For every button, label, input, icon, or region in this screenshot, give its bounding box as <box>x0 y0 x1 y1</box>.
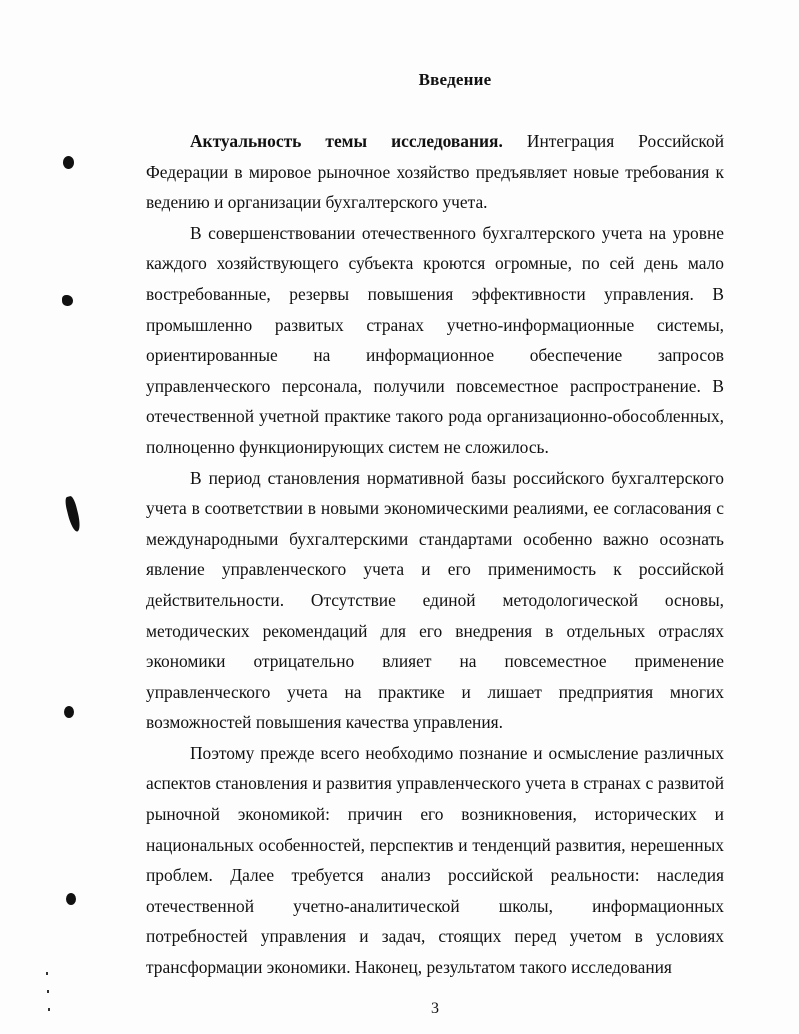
paragraph: В совершенствовании отечественного бухгалтерского учета на уровне каждого хозяйствующего субъекта кроются огромные, по сей день мало востребованные, резервы повышения эффективности управления. В промышленно развитых странах учетно-информационные системы, ориентированные на информационное обеспечение запросов управленческого персонала, получили повсеместное распространение. В отечественной учетной практике такого рода организационно-обособленных, полноценно функционирующих систем не сложилось. <box>146 222 724 457</box>
paragraph: Поэтому прежде всего необходимо познание и осмысление различных аспектов становления и развития управленческого учета в странах с развитой рыночной экономикой: причин его возникновения, исторических и национальных особенностей, перспектив и тенденций развития, нерешенных проблем. Далее требуется анализ российской реальности: наследия отечественной учетно-аналитической школы, информационных потребностей управления и задач, стоящих перед учетом в условиях трансформации экономики. Наконец, результатом такого исследования <box>146 742 724 978</box>
paragraph-text: Интеграция Российской Федерации в мировое рыночное хозяйство предъявляет новые требования к ведению и организации бухгалтерского учета. <box>146 131 725 213</box>
scan-speck <box>47 990 49 993</box>
binding-hole-mark <box>64 706 74 718</box>
binding-hole-mark <box>63 156 74 169</box>
binding-hole-mark <box>62 295 73 306</box>
paragraph <box>146 126 724 218</box>
page-title: Введение <box>418 70 492 89</box>
binding-hole-mark <box>64 495 82 532</box>
page-number: 3 <box>431 1000 439 1017</box>
lead-heading: Актуальность темы исследования. <box>190 131 503 151</box>
scan-speck <box>46 972 48 975</box>
paragraph: В период становления нормативной базы российского бухгалтерского учета в соответствии в новыми экономическими реалиями, ее согласования с международными бухгалтерскими стандартами особенно важно осознать явление управленческого учета и его применимость к российской действительности. Отсутствие единой методологической основы, методических рекомендаций для его внедрения в отдельных отраслях экономики отрицательно влияет на повсеместное применение управленческого учета на практике и лишает предприятия многих возможностей повышения качества управления. <box>146 467 724 733</box>
binding-hole-mark <box>66 893 76 905</box>
document-body <box>146 126 724 983</box>
